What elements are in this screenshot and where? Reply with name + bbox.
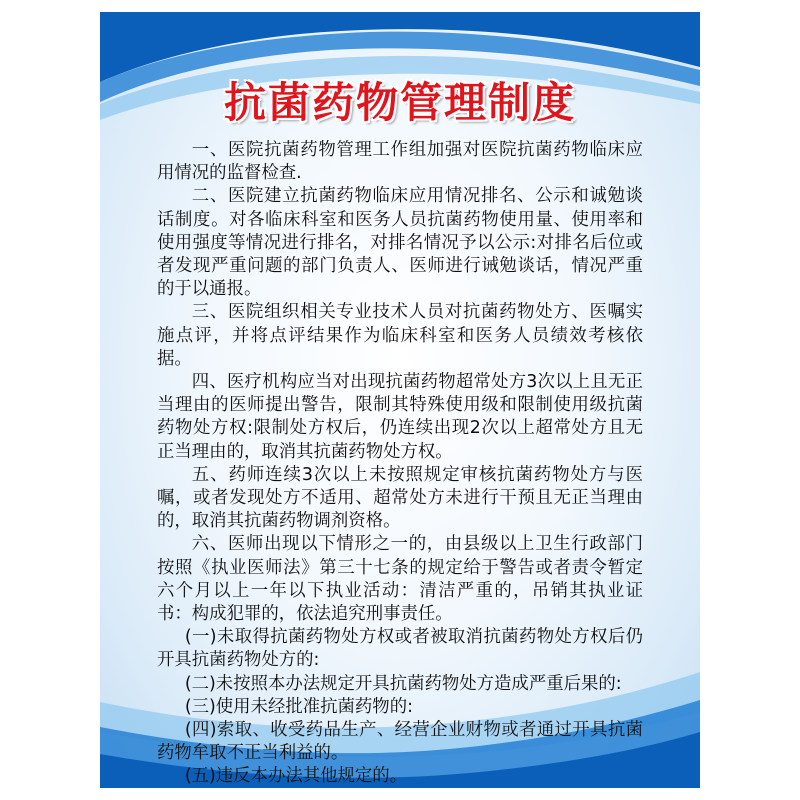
list-item-5: (五)违反本办法其他规定的。 [184, 766, 408, 787]
regulation-body [157, 139, 643, 788]
poster [100, 12, 700, 788]
list-item-4: (四)索取、收受药品生产、经营企业财物或者通过开具抗菌药物牟取不正当利益的。 [157, 720, 643, 764]
list-item-1: (一)未取得抗菌药物处方权或者被取消抗菌药物处方权后仍开具抗菌药物处方的: [157, 627, 643, 671]
list-item-3: (三)使用未经批准抗菌药物的: [184, 696, 413, 717]
poster-title: 抗菌药物管理制度 [223, 78, 576, 127]
paragraph-1: 一、医院抗菌药物管理工作组加强对医院抗菌药物临床应用情况的监督检查. [157, 140, 643, 184]
paragraph-2: 二、医院建立抗菌药物临床应用情况排名、公示和诚勉谈话制度。对各临床科室和医务人员抗菌药物使用量、使用率和使用强度等情况进行排名，对排名情况予以公示:对排名后位或者发现严重问题的部门负责人、医师进行诫勉谈话，情况严重的于以通报。 [157, 186, 643, 300]
paragraph-5: 五、药师连续3次以上未按照规定审核抗菌药物处方与医嘱，或者发现处方不适用、超常处方未进行干预且无正当理由的，取消其抗菌药物调剂资格。 [157, 464, 643, 532]
list-item-2: (二)未按照本办法规定开具抗菌药物处方造成严重后果的: [184, 673, 622, 694]
paragraph-3: 三、医院组织相关专业技术人员对抗菌药物处方、医嘱实施点评，并将点评结果作为临床科室和医务人员绩效考核依据。 [157, 302, 643, 369]
paragraph-4: 四、医疗机构应当对出现抗菌药物超常处方3次以上且无正当理由的医师提出警告，限制其特殊使用级和限制使用级抗菌药物处方权:限制处方权后，仍连续出现2次以上超常处方且无正当理由的，取消其抗菌药物处方权。 [157, 372, 643, 462]
paragraph-6: 六、医师出现以下情形之一的，由县级以上卫生行政部门按照《执业医师法》第三十七条的规定给于警告或者责令暂定六个月以上一年以下执业活动：清洁严重的，吊销其执业证书：构成犯罪的，依法追究刑事责任。 [157, 534, 643, 625]
